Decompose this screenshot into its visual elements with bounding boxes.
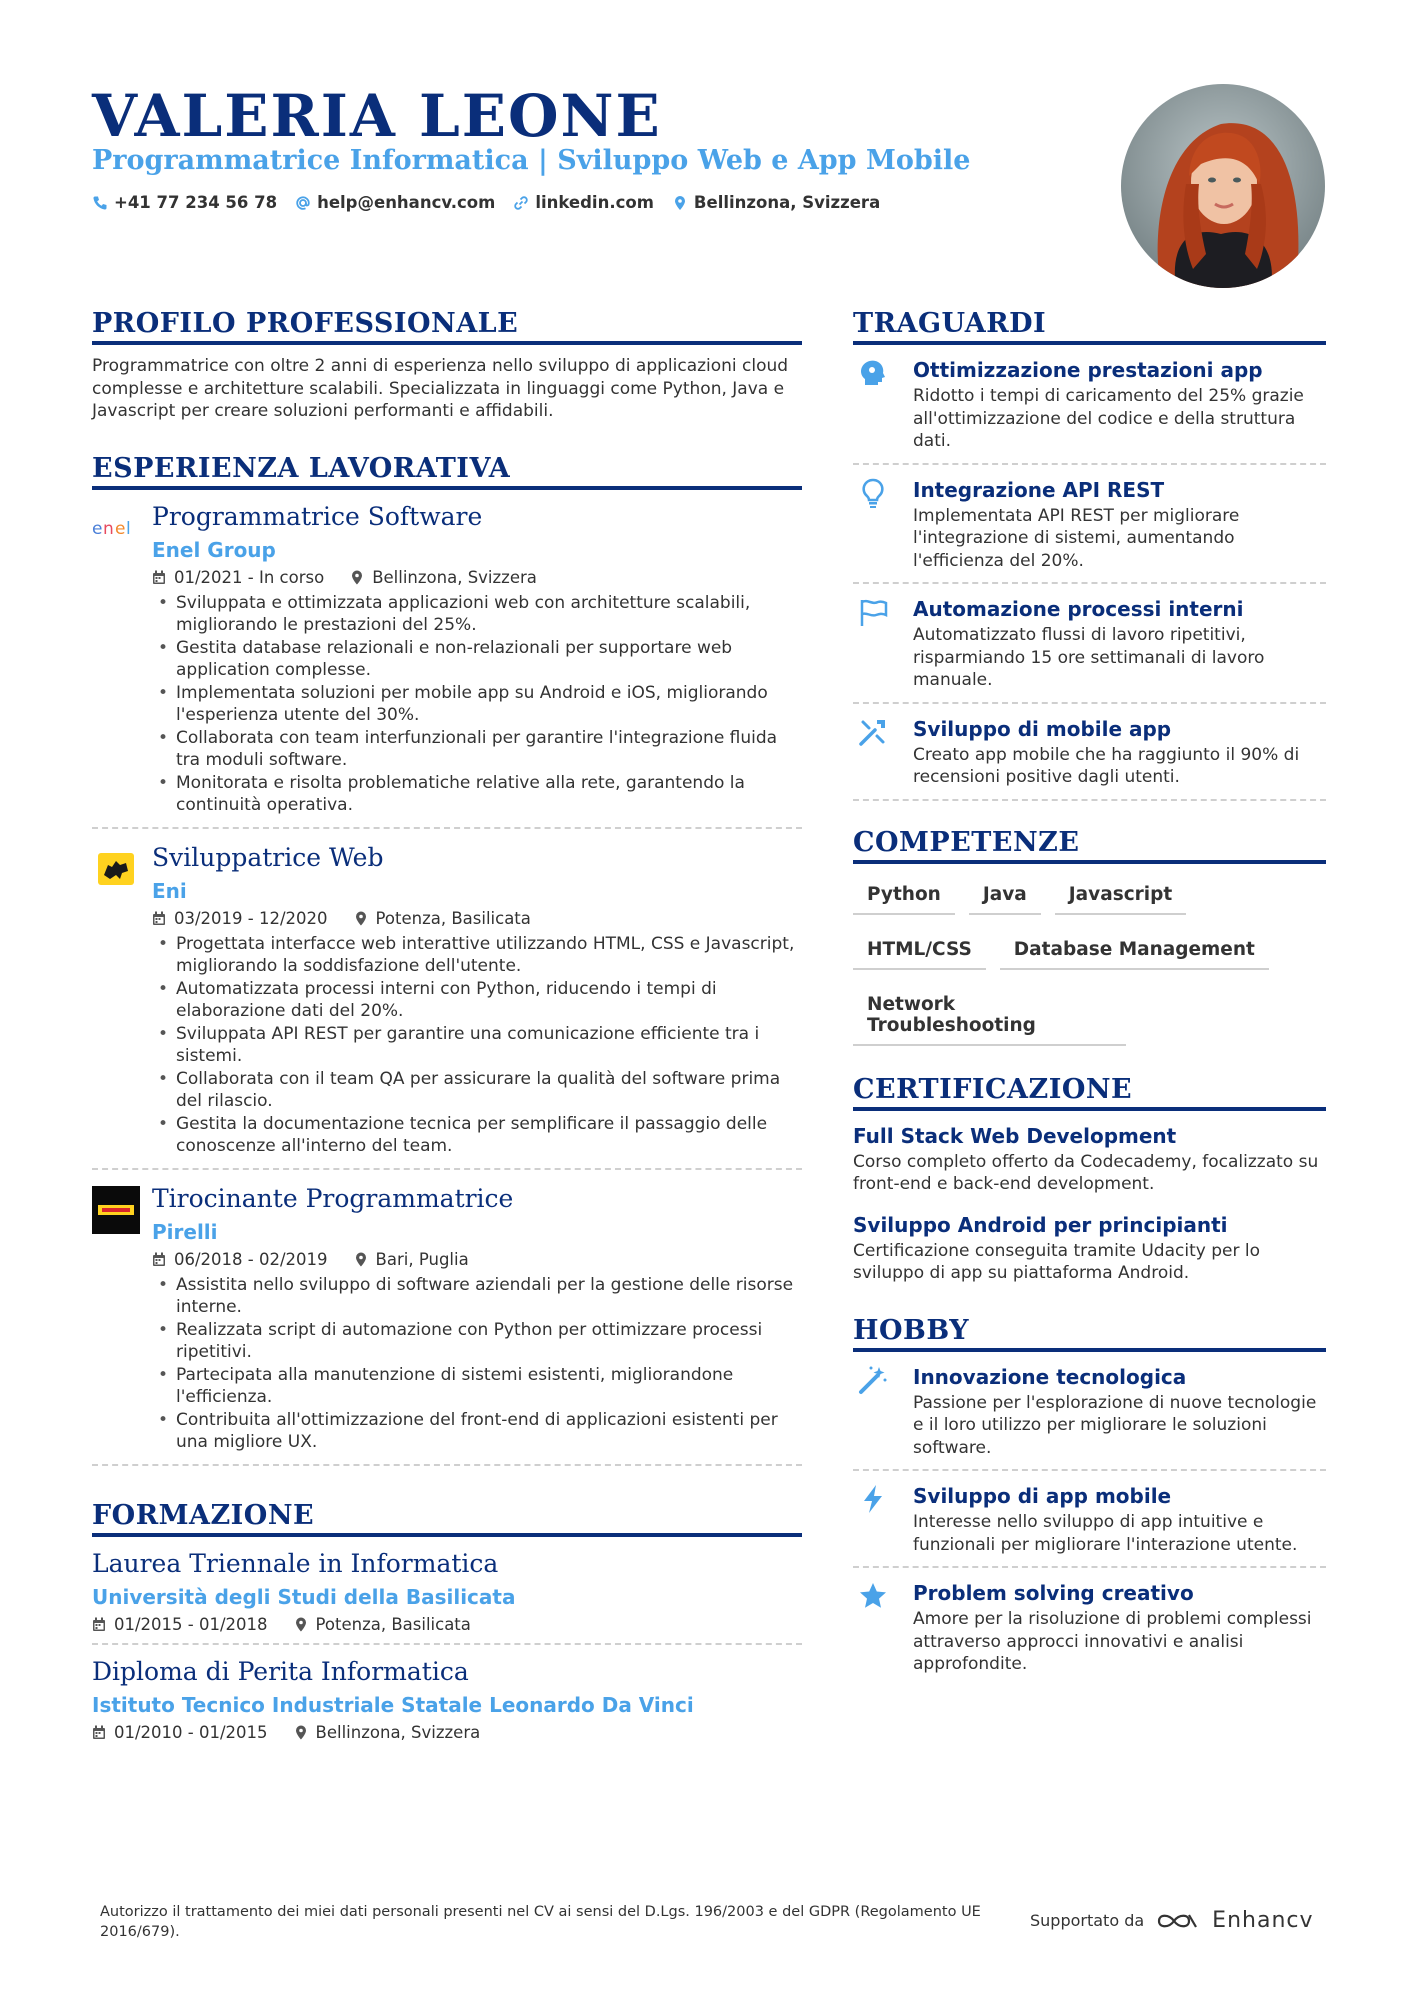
svg-text:n: n [103, 518, 114, 538]
section-title-hobby: HOBBY [853, 1315, 1326, 1352]
link-icon [513, 195, 529, 211]
section-title-skills: COMPETENZE [853, 827, 1326, 864]
achievement-item [853, 355, 1326, 465]
calendar-icon [152, 911, 166, 926]
bullet: • Gestita la documentazione tecnica per semplificare il passaggio delle conoscenze all'interno del team. [152, 1113, 802, 1158]
calendar-icon [92, 1617, 106, 1632]
achievement-desc: Ridotto i tempi di caricamento del 25% grazie all'ottimizzazione del codice e della struttura dati. [913, 386, 1304, 451]
location-pin-icon [294, 1725, 308, 1740]
bullet: • Monitorata e risolta problematiche relative alla rete, garantendo la continuità operativa. [152, 772, 802, 817]
skill-tag: HTML/CSS [853, 929, 986, 970]
calendar-icon [152, 1252, 166, 1267]
location-pin-icon [294, 1617, 308, 1632]
section-title-profile: PROFILO PROFESSIONALE [92, 308, 802, 345]
bullet: • Progettata interfacce web interattive utilizzando HTML, CSS e Javascript, migliorando la soddisfazione dell'utente. [152, 933, 802, 978]
skills-list [853, 874, 1326, 1046]
bullet: • Sviluppata API REST per garantire una comunicazione efficiente tra i sistemi. [152, 1023, 802, 1068]
section-title-certifications: CERTIFICAZIONE [853, 1074, 1326, 1111]
contact-phone[interactable] [92, 193, 277, 212]
bullet: • Contribuita all'ottimizzazione del front-end di applicazioni esistenti per una migliore UX. [152, 1409, 802, 1454]
linkedin-text: linkedin.com [535, 193, 654, 212]
skill-tag: Database Management [1000, 929, 1269, 970]
bullet: • Gestita database relazionali e non-relazionali per supportare web application complesse. [152, 637, 802, 682]
phone-text: +41 77 234 56 78 [114, 193, 278, 212]
experience-role: Tirocinante Programmatrice [152, 1183, 514, 1213]
contact-email[interactable] [295, 193, 495, 212]
skill-tag: Python [853, 874, 955, 915]
pirelli-logo [92, 1186, 140, 1234]
experience-dates: 03/2019 - 12/2020 [174, 908, 328, 928]
experience-item [92, 1182, 802, 1466]
contact-bar [92, 193, 880, 212]
bullet: • Implementata soluzioni per mobile app su Android e iOS, migliorando l'esperienza utente del 30%. [152, 682, 802, 727]
phone-icon [92, 195, 108, 211]
experience-dates: 01/2021 - In corso [174, 567, 325, 587]
education-dates: 01/2015 - 01/2018 [114, 1614, 268, 1634]
education-item [92, 1655, 802, 1751]
achievement-item [853, 714, 1326, 801]
svg-text:e: e [92, 518, 103, 538]
achievement-item [853, 475, 1326, 585]
hobby-desc: Interesse nello sviluppo di app intuitive e funzionali per migliorare l'interazione utente. [913, 1512, 1298, 1555]
education-dates: 01/2010 - 01/2015 [114, 1722, 268, 1742]
achievement-desc: Implementata API REST per migliorare l'integrazione di sistemi, aumentando l'efficienza del 20%. [913, 505, 1240, 571]
experience-item [92, 841, 802, 1170]
experience-meta [152, 907, 802, 931]
experience-item [92, 500, 802, 829]
certification-title: Sviluppo Android per principianti [853, 1212, 1228, 1237]
education-degree: Diploma di Perita Informatica [92, 1656, 469, 1686]
bullet: • Partecipata alla manutenzione di sistemi esistenti, migliorandone l'efficienza. [152, 1364, 802, 1409]
experience-company: Enel Group [152, 537, 276, 562]
achievement-title: Automazione processi interni [913, 597, 1244, 621]
experience-location: Bari, Puglia [375, 1249, 469, 1269]
achievement-title: Sviluppo di mobile app [913, 716, 1172, 741]
achievement-desc: Automatizzato flussi di lavoro ripetitivi, risparmiando 15 ore settimanali di lavoro manuale. [913, 625, 1265, 690]
enhancv-logo-icon [1156, 1909, 1200, 1933]
location-pin-icon [354, 911, 368, 926]
certification-title: Full Stack Web Development [853, 1123, 1177, 1148]
at-icon [295, 195, 311, 211]
achievement-item [853, 594, 1326, 704]
magic-wand-icon [857, 1364, 889, 1396]
skill-tag: Java [969, 874, 1041, 915]
hobby-item [853, 1578, 1326, 1686]
footer-brand[interactable] [1030, 1908, 1314, 1933]
hobby-item [853, 1362, 1326, 1472]
email-text: help@enhancv.com [317, 193, 496, 212]
education-degree: Laurea Triennale in Informatica [92, 1548, 499, 1578]
location-pin-icon [350, 570, 364, 585]
section-title-experience: ESPERIENZA LAVORATIVA [92, 453, 802, 490]
education-item [92, 1547, 802, 1645]
skill-tag: Network Troubleshooting [853, 984, 1126, 1046]
bullet: • Realizzata script di automazione con Python per ottimizzare processi ripetitivi. [152, 1319, 802, 1364]
hobby-desc: Passione per l'esplorazione di nuove tecnologie e il loro utilizzo per migliorare le soluzioni software. [913, 1392, 1317, 1458]
certification-desc: Corso completo offerto da Codecademy, focalizzato su front-end e back-end development. [853, 1151, 1319, 1194]
gdpr-consent: Autorizzo il trattamento dei miei dati personali presenti nel CV ai sensi del D.Lgs. 196/2003 e del GDPR (Regolamento UE 2016/679). [100, 1904, 981, 1940]
candidate-name: VALERIA LEONE [92, 82, 662, 150]
experience-dates: 06/2018 - 02/2019 [174, 1249, 328, 1269]
hobby-title: Innovazione tecnologica [913, 1364, 1187, 1389]
candidate-subtitle: Programmatrice Informatica | Sviluppo Web e App Mobile [92, 145, 971, 176]
experience-bullets [152, 592, 802, 817]
location-text: Bellinzona, Svizzera [693, 193, 881, 212]
hobby-title: Problem solving creativo [913, 1581, 1194, 1605]
experience-location: Bellinzona, Svizzera [372, 567, 537, 587]
certification-desc: Certificazione conseguita tramite Udacity per lo sviluppo di app su piattaforma Android. [853, 1240, 1260, 1283]
lightning-icon [857, 1483, 889, 1515]
profile-text: Programmatrice con oltre 2 anni di esperienza nello sviluppo di applicazioni cloud complesse e architetture scalabili. Specializzata in linguaggi come Python, Java e Javascript per creare soluzioni performanti e affidabili. [92, 356, 789, 421]
achievement-title: Ottimizzazione prestazioni app [913, 358, 1263, 382]
experience-bullets [152, 1274, 802, 1454]
experience-role: Sviluppatrice Web [152, 842, 384, 872]
location-pin-icon [354, 1252, 368, 1267]
lightbulb-icon [857, 477, 889, 509]
experience-role: Programmatrice Software [152, 501, 483, 531]
powered-by-label: Supportato da [1030, 1911, 1145, 1930]
experience-bullets [152, 933, 802, 1158]
bullet: • Collaborata con il team QA per assicurare la qualità del software prima del rilascio. [152, 1068, 802, 1113]
experience-meta [152, 566, 802, 590]
achievement-desc: Creato app mobile che ha raggiunto il 90% di recensioni positive dagli utenti. [913, 744, 1300, 787]
tools-icon [857, 716, 889, 748]
education-school: Istituto Tecnico Industriale Statale Leonardo Da Vinci [92, 1692, 694, 1717]
hobby-desc: Amore per la risoluzione di problemi complessi attraverso approcci innovativi e analisi approfondite. [913, 1609, 1312, 1674]
calendar-icon [92, 1725, 106, 1740]
bullet: • Automatizzata processi interni con Python, riducendo i tempi di elaborazione dati del 20%. [152, 978, 802, 1023]
education-meta [92, 1721, 802, 1745]
education-location: Bellinzona, Svizzera [315, 1722, 481, 1742]
experience-location: Potenza, Basilicata [375, 908, 531, 928]
right-column [853, 308, 1326, 1696]
section-title-achievements: TRAGUARDI [853, 308, 1326, 345]
brand-name: Enhancv [1212, 1908, 1314, 1933]
education-meta [92, 1613, 802, 1637]
left-column [92, 308, 802, 1761]
location-pin-icon [672, 195, 688, 211]
bullet: • Collaborata con team interfunzionali per garantire l'integrazione fluida tra moduli software. [152, 727, 802, 772]
bullet: • Assistita nello sviluppo di software aziendali per la gestione delle risorse interne. [152, 1274, 802, 1319]
experience-meta [152, 1248, 802, 1272]
profile-photo [1121, 84, 1325, 288]
education-location: Potenza, Basilicata [315, 1614, 471, 1634]
svg-text:e: e [115, 518, 126, 538]
star-icon [857, 1580, 889, 1612]
skill-tag: Javascript [1055, 874, 1186, 915]
section-title-education: FORMAZIONE [92, 1500, 802, 1537]
svg-text:l: l [126, 518, 131, 538]
contact-location [672, 193, 880, 212]
eni-logo [92, 845, 140, 893]
hobby-title: Sviluppo di app mobile [913, 1484, 1172, 1508]
calendar-icon [152, 570, 166, 585]
education-school: Università degli Studi della Basilicata [92, 1584, 516, 1609]
achievement-title: Integrazione API REST [913, 477, 1165, 502]
enel-logo [92, 504, 140, 552]
experience-company: Pirelli [152, 1219, 218, 1244]
hobby-item [853, 1481, 1326, 1568]
head-gear-icon [857, 357, 889, 389]
experience-company: Eni [152, 878, 187, 903]
bullet: • Sviluppata e ottimizzata applicazioni web con architetture scalabili, migliorando le prestazioni del 25%. [152, 592, 802, 637]
flag-icon [857, 596, 889, 628]
contact-linkedin[interactable] [513, 193, 654, 212]
